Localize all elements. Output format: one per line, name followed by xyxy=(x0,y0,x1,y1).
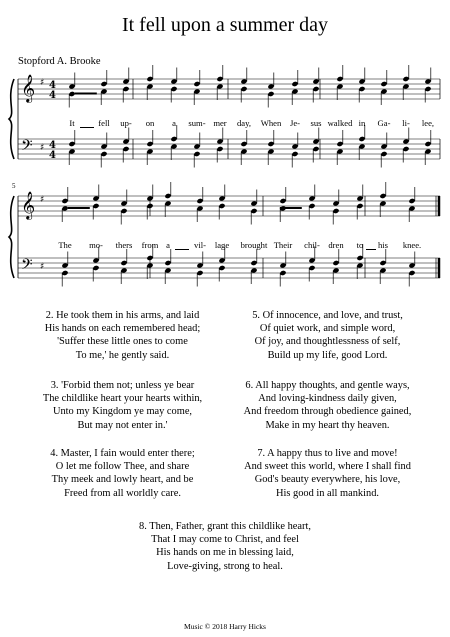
lyric-syllable: The xyxy=(58,240,72,250)
stanza-4 xyxy=(20,447,225,500)
lyric-extender xyxy=(80,127,94,128)
lyric-syllable: When xyxy=(260,118,282,128)
stanza-line: His good in all mankind. xyxy=(275,487,380,499)
stanza-line: 7. A happy thus to live and move! xyxy=(257,448,398,459)
lyric-syllable: a xyxy=(172,118,176,128)
stanza-line: 'Suffer these little ones to come xyxy=(57,336,188,348)
lyric-syllable: sus xyxy=(310,118,322,128)
bass-clef: 𝄢 xyxy=(21,256,33,277)
stanza-line: That I may come to Christ, and feel xyxy=(151,534,299,546)
stanza-7 xyxy=(225,447,430,500)
lyric-syllable: mer xyxy=(213,118,227,128)
stanza-line: God's beauty everywhere, his love, xyxy=(254,474,401,486)
lyric-syllable: mo- xyxy=(89,240,103,250)
stanza-line: 2. He took them in his arms, and laid xyxy=(45,310,200,321)
stanza-line: 5. Of innocence, and love, and trust, xyxy=(252,310,403,321)
lyric-syllable: brought xyxy=(240,240,268,250)
stanza-line: 8. Then, Father, grant this childlike heart, xyxy=(139,521,311,532)
lyric-syllable: Je- xyxy=(289,118,301,128)
lyric-syllable: dren xyxy=(328,240,344,250)
treble-clef: 𝄞 xyxy=(21,191,36,219)
stanza-5 xyxy=(225,309,430,362)
stanza-line: And sweet this world, where I shall find xyxy=(244,461,411,473)
lyric-syllable: from xyxy=(141,240,159,250)
stanza-line: O let me follow Thee, and share xyxy=(55,461,190,473)
bass-clef: 𝄢 xyxy=(21,137,33,158)
lyric-extender xyxy=(366,249,376,250)
system-brace xyxy=(9,196,14,278)
stanza-line: Of quiet work, and simple word, xyxy=(259,323,396,335)
stanza-line: Make in my heart thy heaven. xyxy=(265,419,390,431)
lyric-syllable: knee. xyxy=(402,240,422,250)
key-signature-sharp: ♯ xyxy=(40,143,45,153)
stanza-line: But may not enter in.' xyxy=(77,419,168,431)
key-signature-sharp: ♯ xyxy=(40,78,45,88)
stanza-line: His hands on each remembered head; xyxy=(44,323,201,335)
copyright-footer: Music © 2018 Harry Hicks xyxy=(184,622,266,631)
stanza-8 xyxy=(100,520,350,573)
lyric-syllable: It xyxy=(69,118,75,128)
key-signature-sharp: ♯ xyxy=(40,195,45,205)
lyric-syllable: his xyxy=(377,240,389,250)
lyric-syllable: to xyxy=(356,240,364,250)
stanza-line: Of joy, and thoughtlessness of self, xyxy=(254,336,401,348)
stanza-line: Freed from all worldly care. xyxy=(64,487,181,499)
lyric-syllable: walked xyxy=(327,118,353,128)
treble-clef: 𝄞 xyxy=(21,74,36,102)
stanza-line: And loving-kindness daily given, xyxy=(258,393,397,405)
composer-credit: Stopford A. Brooke xyxy=(18,56,101,67)
time-signature: 4 xyxy=(49,140,56,151)
time-signature: 4 xyxy=(49,80,56,91)
stanza-line: Thy meek and lowly heart, and be xyxy=(51,474,194,486)
stanza-3 xyxy=(20,379,225,432)
lyric-syllable: thers xyxy=(115,240,133,250)
lyric-syllable: Ga- xyxy=(377,118,391,128)
lyric-syllable: li- xyxy=(402,118,410,128)
stanza-line: Unto my Kingdom ye may come, xyxy=(52,406,193,418)
stanza-line: Love-giving, strong to heal. xyxy=(167,560,283,572)
lyric-extender xyxy=(175,249,189,250)
page-title: It fell upon a summer day xyxy=(121,14,329,36)
stanza-line: His hands on me in blessing laid, xyxy=(156,547,294,559)
lyric-syllable: vil- xyxy=(194,240,206,250)
stanza-line: 4. Master, I fain would enter there; xyxy=(50,448,195,459)
measure-number: 5 xyxy=(12,182,16,190)
stanza-2 xyxy=(20,309,225,362)
music-score xyxy=(0,0,450,300)
lyric-syllable: up- xyxy=(120,118,132,128)
lyric-syllable: on xyxy=(145,118,155,128)
stanza-6 xyxy=(225,379,430,432)
lyric-syllable: Their xyxy=(273,240,293,250)
stanza-line: And freedom through obedience gained, xyxy=(243,406,412,418)
stanza-line: To me,' he gently said. xyxy=(75,349,170,361)
lyrics-line-2 xyxy=(0,240,450,252)
key-signature-sharp: ♯ xyxy=(40,262,45,272)
time-signature: 4 xyxy=(49,150,56,161)
lyric-syllable: chil- xyxy=(304,240,320,250)
lyric-syllable: fell xyxy=(98,118,110,128)
lyric-syllable: day, xyxy=(237,118,251,128)
lyrics-line-1 xyxy=(0,118,450,130)
stanza-line: The childlike heart your hearts within, xyxy=(42,393,203,405)
lyric-syllable: in xyxy=(358,118,366,128)
stanza-line: 6. All happy thoughts, and gentle ways, xyxy=(245,380,410,391)
stanza-line: 3. 'Forbid them not; unless ye bear xyxy=(50,380,195,391)
time-signature: 4 xyxy=(49,90,56,101)
lyric-syllable: lee, xyxy=(421,118,435,128)
lyric-syllable: a xyxy=(166,240,170,250)
lyric-syllable: sum- xyxy=(188,118,206,128)
stanza-line: Build up my life, good Lord. xyxy=(267,349,388,361)
lyric-syllable: lage xyxy=(214,240,230,250)
